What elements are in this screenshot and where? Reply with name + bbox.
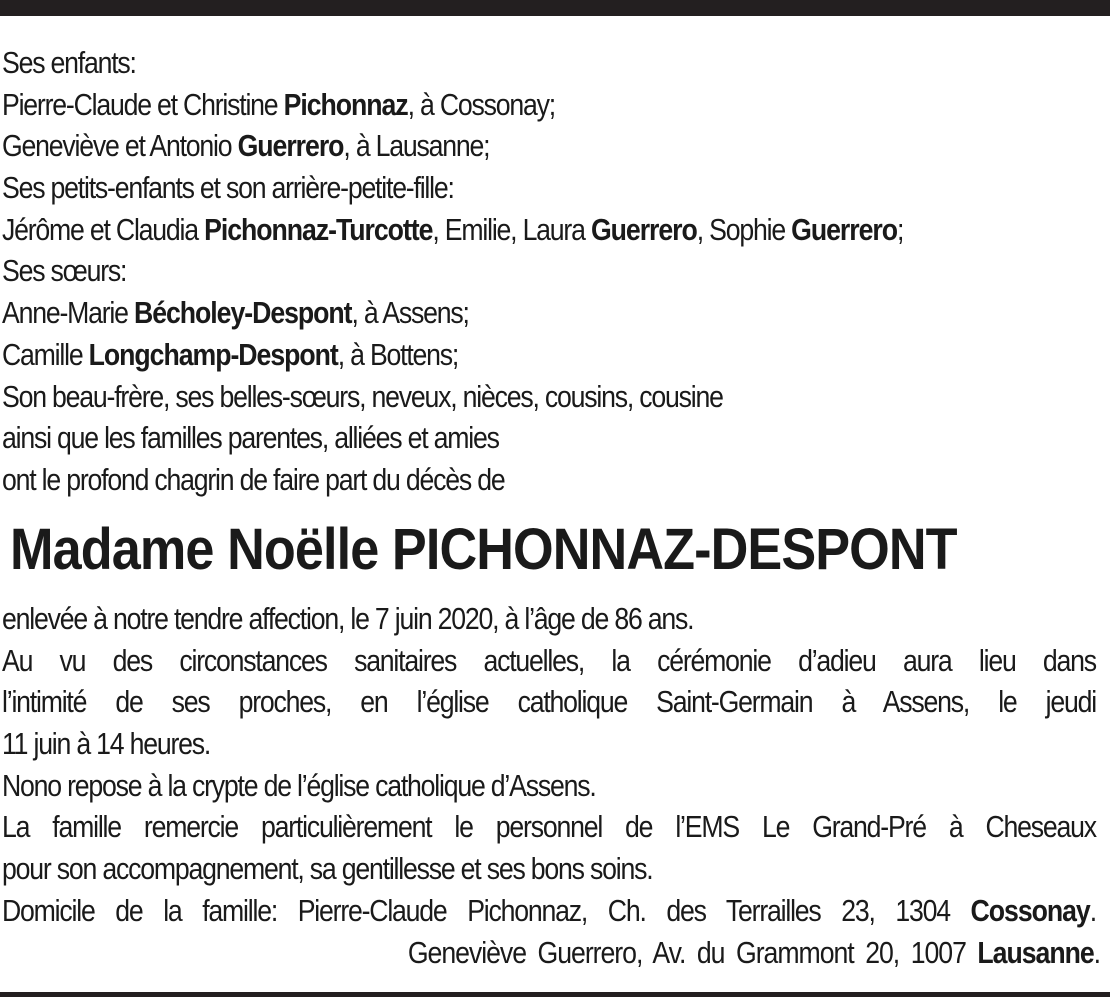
relatives-line: Son beau-frère, ses belles-sœurs, neveux, nièces, cousins, cousine xyxy=(2,378,723,414)
thanks-line: La famille remercie particulièrement le personnel de l’EMS Le Grand-Pré à Cheseaux xyxy=(2,809,1096,845)
deceased-name: Madame Noëlle PICHONNAZ-DESPONT xyxy=(10,517,957,582)
sister-entry: Camille Longchamp-Despont, à Bottens; xyxy=(2,336,459,372)
surname: Pichonnaz xyxy=(283,86,408,122)
surname: Guerrero xyxy=(590,211,697,247)
death-notice: enlevée à notre tendre affection, le 7 juin 2020, à l’âge de 86 ans. xyxy=(2,601,694,636)
city: Lausanne xyxy=(977,934,1094,970)
children-intro: Ses enfants: xyxy=(2,45,136,80)
rest-notice: Nono repose à la crypte de l’église catholique d’Assens. xyxy=(2,767,596,803)
ceremony-line: Au vu des circonstances sanitaires actuelles, la cérémonie d’adieu aura lieu dans xyxy=(2,642,1096,678)
surname: Guerrero xyxy=(791,211,898,247)
sister-entry: Anne-Marie Bécholey-Despont, à Assens; xyxy=(2,295,469,331)
ceremony-line: l’intimité de ses proches, en l’église catholique Saint-Germain à Assens, le jeudi xyxy=(2,684,1096,720)
bottom-rule xyxy=(0,992,1110,997)
details-section xyxy=(2,598,1100,973)
ceremony-line: 11 juin à 14 heures. xyxy=(2,726,211,762)
surname: Longchamp-Despont xyxy=(88,336,338,372)
sisters-intro: Ses sœurs: xyxy=(2,253,127,289)
grandchildren-intro: Ses petits-enfants et son arrière-petite-fille: xyxy=(2,170,454,206)
surname: Guerrero xyxy=(237,128,344,164)
relatives-line: ainsi que les familles parentes, alliées et amies xyxy=(2,420,499,456)
child-entry: Pierre-Claude et Christine Pichonnaz, à Cossonay; xyxy=(2,86,556,122)
family-list xyxy=(2,42,1100,501)
announcement-line: ont le profond chagrin de faire part du décès de xyxy=(2,461,505,497)
top-rule xyxy=(0,0,1110,16)
thanks-line: pour son accompagnement, sa gentillesse et ses bons soins. xyxy=(2,851,653,887)
surname: Pichonnaz-Turcotte xyxy=(204,211,433,247)
surname: Bécholey-Despont xyxy=(133,295,352,331)
address-line: Domicile de la famille: Pierre-Claude Pichonnaz, Ch. des Terrailles 23, 1304 Cossonay. xyxy=(2,892,1096,928)
grandchildren-entry: Jérôme et Claudia Pichonnaz-Turcotte, Emilie, Laura Guerrero, Sophie Guerrero; xyxy=(2,211,904,247)
child-entry: Geneviève et Antonio Guerrero, à Lausanne; xyxy=(2,128,490,164)
city: Cossonay xyxy=(970,892,1090,928)
address-line: Geneviève Guerrero, Av. du Grammont 20, 1007 Lausanne. xyxy=(407,934,1100,970)
